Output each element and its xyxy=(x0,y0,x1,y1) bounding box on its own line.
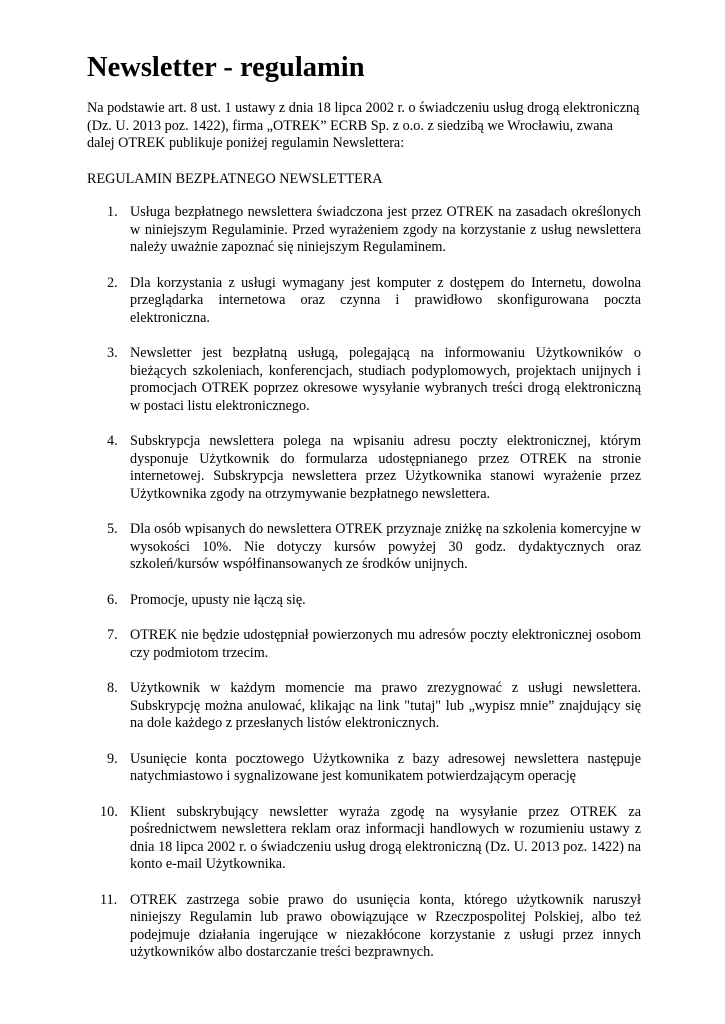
rule-number: 9. xyxy=(107,750,118,767)
rule-item-5 xyxy=(87,521,641,574)
rule-number: 6. xyxy=(107,591,118,608)
section-heading: REGULAMIN BEZPŁATNEGO NEWSLETTERA xyxy=(87,171,383,187)
rule-number: 4. xyxy=(107,433,118,449)
rule-number: 11. xyxy=(100,891,118,908)
rules-list xyxy=(87,204,641,980)
rule-item-2 xyxy=(87,275,641,328)
rule-text: OTREK nie będzie udostępniał powierzonych mu adresów poczty elektronicznej osobom czy podmiotom trzecim. xyxy=(130,627,641,661)
rule-number: 8. xyxy=(107,680,118,696)
rule-text: Newsletter jest bezpłatną usługą, polegającą na informowaniu Użytkowników o bieżących szkoleniach, konferencjach, studiach podyplomowych, projektach unijnych i promocjach OTREK poprzez okresowe wysyłanie wybranych treści drogą elektroniczną w postaci listu elektronicznego. xyxy=(130,345,641,414)
rule-text: Subskrypcja newslettera polega na wpisaniu adresu poczty elektronicznej, którym dysponuje Użytkownik do formularza udostępnianego przez OTREK na stronie internetowej. Subskrypcja newslettera przez Użytkownika stanowi wyrażenie przez Użytkownika zgody na otrzymywanie bezpłatnego newslettera. xyxy=(130,433,641,502)
rule-text: Dla korzystania z usługi wymagany jest komputer z dostępem do Internetu, dowolna przeglądarka internetowa oraz czynna i prawidłowo skonfigurowana poczta elektroniczna. xyxy=(130,274,641,326)
rule-item-6 xyxy=(87,592,641,610)
rule-number: 7. xyxy=(107,627,118,643)
rule-text: Usługa bezpłatnego newslettera świadczona jest przez OTREK na zasadach określonych w niniejszym Regulaminie. Przed wyrażeniem zgody na korzystanie z usług newslettera należy uważnie zapoznać się niniejszym Regulaminem. xyxy=(130,204,641,255)
rule-text: OTREK zastrzega sobie prawo do usunięcia konta, którego użytkownik naruszył niniejszy Regulamin lub prawo obowiązujące w Rzeczpospolitej Polskiej, albo też podejmuje działania ingerujące w niezakłócone korzystanie z usługi przez innych użytkowników albo dostarczanie treści bezprawnych. xyxy=(130,891,641,960)
rule-text: Klient subskrybujący newsletter wyraża zgodę na wysyłanie przez OTREK za pośrednictwem newslettera reklam oraz informacji handlowych w rozumieniu ustawy z dnia 18 lipca 2002 r. o świadczeniu usług drogą elektroniczną (Dz. U. 2013 poz. 1422) na konto e-mail Użytkownika. xyxy=(130,803,641,872)
rule-number: 5. xyxy=(107,521,118,537)
rule-item-10 xyxy=(87,804,641,874)
rule-number: 3. xyxy=(107,345,118,361)
rule-item-8 xyxy=(87,680,641,733)
rule-number: 2. xyxy=(107,274,118,291)
document-title: Newsletter - regulamin xyxy=(87,52,365,83)
rule-item-9 xyxy=(87,751,641,786)
rule-text: Użytkownik w każdym momencie ma prawo zrezygnować z usługi newslettera. Subskrypcję można anulować, klikając na link "tutaj" lub „wypisz mnie” znajdujący się na dole każdego z przesłanych listów elektronicznych. xyxy=(130,680,641,731)
rule-text: Dla osób wpisanych do newslettera OTREK przyznaje zniżkę na szkolenia komercyjne w wysokości 10%. Nie dotyczy kursów powyżej 30 godz. dydaktycznych oraz szkoleń/kursów współfinansowanych ze środków unijnych. xyxy=(130,521,641,572)
intro-paragraph: Na podstawie art. 8 ust. 1 ustawy z dnia 18 lipca 2002 r. o świadczeniu usług drogą elektroniczną (Dz. U. 2013 poz. 1422), firma „OTREK” ECRB Sp. z o.o. z siedzibą we Wrocławiu, zwana dalej OTREK publikuje poniżej regulamin Newslettera: xyxy=(87,100,640,151)
rule-item-3 xyxy=(87,345,641,415)
rule-text: Promocje, upusty nie łączą się. xyxy=(130,591,306,608)
rule-text: Usunięcie konta pocztowego Użytkownika z bazy adresowej newslettera następuje natychmiastowo i sygnalizowane jest komunikatem potwierdzającym operację xyxy=(130,750,641,784)
rule-item-11 xyxy=(87,892,641,962)
rule-number: 1. xyxy=(107,204,118,220)
rule-item-4 xyxy=(87,433,641,503)
rule-number: 10. xyxy=(100,803,118,820)
rule-item-1 xyxy=(87,204,641,257)
rule-item-7 xyxy=(87,627,641,662)
